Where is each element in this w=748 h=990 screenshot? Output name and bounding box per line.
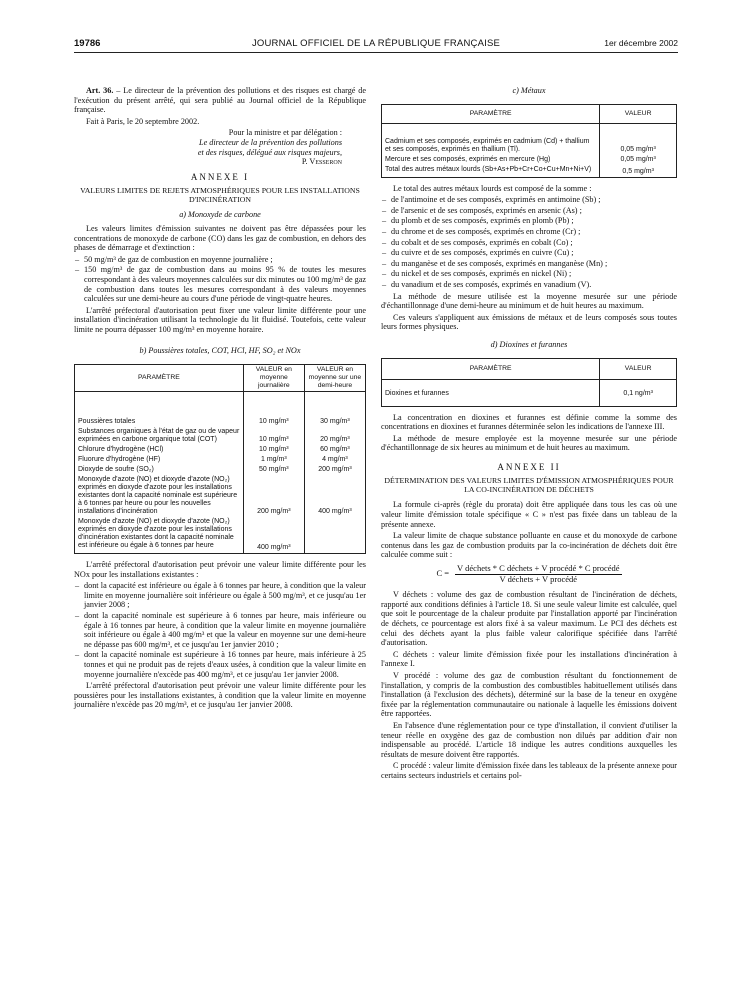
table-row: [382, 155, 677, 165]
cell-parameter: Poussières totales: [75, 392, 244, 428]
cell-half-hour: 30 mg/m³: [304, 392, 365, 428]
cell-daily: 200 mg/m³: [243, 475, 304, 517]
section-b-heading: b) Poussières totales, COT, HCl, HF, SO₂ et NOx: [139, 346, 301, 356]
cell-value: 0,05 mg/m³: [600, 123, 677, 155]
cell-half-hour: 200 mg/m³: [304, 465, 365, 475]
annex-1-heading: ANNEXE I: [190, 171, 250, 182]
col-header-value: VALEUR: [600, 358, 677, 379]
col-header-daily: VALEUR en moyenne journalière: [243, 365, 304, 392]
left-column: [74, 86, 366, 712]
table-row: [75, 465, 366, 475]
signature-name: P. Vesseron: [301, 157, 342, 167]
annex-2-paragraph-2: La valeur limite de chaque substance polluante en cause et du monoxyde de carbone contenus dans les gaz de combustion produits par la co-incinération de déchets doit être calculée comme suit :: [381, 531, 677, 560]
table-row: [75, 517, 366, 554]
definition-v-procede: V procédé : volume des gaz de combustion résultant du fonctionnement de l'installation, y compris de la combustion des combustibles habituellement utilisés dans l'installation (à l'exclusion des déchets), déterminé sur la base de la teneur en oxygène fixée par la réglementation communautaire ou nationale à laquelle les émissions doivent être rapportées.: [381, 670, 677, 719]
cell-parameter: Total des autres métaux lourds (Sb+As+Pb+Cr+Co+Cu+Mn+Ni+V): [382, 165, 600, 178]
table-dioxins: [381, 358, 677, 407]
section-a-list: [74, 255, 366, 304]
cell-half-hour: 400 mg/m³: [304, 475, 365, 517]
section-d-heading: d) Dioxines et furannes: [490, 339, 568, 349]
cell-daily: 10 mg/m³: [243, 392, 304, 428]
definition-c-procede: C procédé : valeur limite d'émission fixée dans les tableaux de la présente annexe pour certains secteurs industriels et certains pol-: [381, 761, 677, 780]
annex-2-paragraph-3: En l'absence d'une réglementation pour ce type d'installation, il convient d'utiliser la teneur réelle en oxygène des gaz de combustion non dilués par addition d'air non indispensable au procédé. L'article 18 indique les autres conditions auxquelles les résultats de mesure doivent être rapportés.: [381, 720, 677, 759]
signature-block: [74, 128, 366, 166]
table-header-row: [382, 104, 677, 123]
col-header-half-hour: VALEUR en moyenne sur une demi-heure: [304, 365, 365, 392]
cell-value: 0,1 ng/m³: [600, 379, 677, 406]
definition-v-dechets: V déchets : volume des gaz de combustion résultant de l'incinération de déchets, rapporté aux conditions définies à l'article 18. Si une seule valeur limite est calculée, quel que soit le pourcentage de la chaleur produite par l'installation apporté par l'incinération de déchets, ce pourcentage est alors fixé à sa valeur maximum. Le PCI des déchets est celui des déchets ayant la plus faible valeur calorifique spécifiée dans l'arrêté d'autorisation.: [381, 590, 677, 648]
signature-line-1: Pour la ministre et par délégation :: [228, 128, 342, 138]
cell-value: 0,05 mg/m³: [600, 155, 677, 165]
article-label: Art. 36.: [86, 86, 114, 95]
section-b-paragraph-2: L'arrêté préfectoral d'autorisation peut prévoir une valeur limite différente pour les poussières pour les installations existantes, à condition que la valeur limite en moyenne journalière n'excède pas 20 mg/m³, et ce jusqu'au 1er janvier 2008.: [74, 681, 366, 710]
cell-half-hour: 60 mg/m³: [304, 445, 365, 455]
cell-parameter: Monoxyde d'azote (NO) et dioxyde d'azote (NO₂) exprimés en dioxyde d'azote pour les installations existantes dont la capacité nominale est supérieure à 6 tonnes par heure ou pour les nouvelles installations d'incinération: [75, 475, 244, 517]
section-c-heading: c) Métaux: [512, 86, 546, 95]
col-header-parameter: PARAMÈTRE: [382, 358, 600, 379]
prorata-formula: [381, 564, 677, 584]
list-item: – du chrome et de ses composés, exprimés en chrome (Cr) ;: [381, 227, 677, 237]
table-row: [382, 165, 677, 178]
table-header-row: [382, 358, 677, 379]
col-header-parameter: PARAMÈTRE: [382, 104, 600, 123]
section-c-intro: Le total des autres métaux lourds est composé de la somme :: [393, 183, 592, 193]
table-row: [75, 455, 366, 465]
table-row: [75, 392, 366, 428]
list-item: – dont la capacité nominale est supérieure à 16 tonnes par heure, mais inférieure à 25 tonnes et qui ne produit pas de rejets d'eaux usées, à condition que la valeur limite en moyenne journalière n'excède pas 400 mg/m³, et ce jusqu'au 1er janvier 2008.: [74, 650, 366, 679]
list-item: – de l'antimoine et de ses composés, exprimés en antimoine (Sb) ;: [381, 195, 677, 205]
section-b-list: [74, 581, 366, 679]
cell-daily: 10 mg/m³: [243, 427, 304, 445]
section-a-paragraph: L'arrêté préfectoral d'autorisation peut fixer une valeur limite différente pour une installation d'incinération utilisant la technologie du lit fluidisé. Toutefois, cette valeur limite ne pourra dépasser 100 mg/m³ en moyenne horaire.: [74, 305, 366, 334]
section-d-paragraph-1: La concentration en dioxines et furannes est définie comme la somme des concentrations en dioxines et furannes déterminée selon les indications de l'annexe III.: [381, 412, 677, 432]
signature-line-3: et des risques, délégué aux risques majeurs,: [197, 147, 342, 157]
annex-2-heading: ANNEXE II: [497, 461, 561, 472]
journal-title: JOURNAL OFFICIEL DE LA RÉPUBLIQUE FRANÇAISE: [251, 38, 501, 49]
section-c-list: [381, 195, 677, 289]
place-date: Fait à Paris, le 20 septembre 2002.: [86, 116, 200, 126]
header-rule: [74, 52, 678, 53]
cell-value: 0,5 mg/m³: [600, 165, 677, 178]
article-text: – Le directeur de la prévention des pollutions et des risques est chargé de l'exécution du présent arrêté, qui sera publié au Journal officiel de la République française.: [74, 86, 367, 115]
list-item: – du vanadium et de ses composés, exprimés en vanadium (V).: [381, 280, 677, 290]
table-row: [382, 123, 677, 155]
section-b-paragraph-1: L'arrêté préfectoral d'autorisation peut prévoir une valeur limite différente pour les NOx pour les installations existantes :: [74, 560, 366, 579]
table-row: [75, 445, 366, 455]
list-item: – dont la capacité nominale est supérieure à 6 tonnes par heure, mais inférieure ou égale à 16 tonnes par heure, à condition que la valeur limite en moyenne journalière soit inférieure ou égale à 400 mg/m³ et que la valeur en moyenne sur une demi-heure ne dépasse pas 600 mg/m³, et ce jusqu'au 1er janvier 2010 ;: [74, 611, 366, 649]
formula-numerator: V déchets * C déchets + V procédé * C procédé: [457, 563, 620, 574]
section-a-intro: Les valeurs limites d'émission suivantes ne doivent pas être dépassées pour les concentrations de monoxyde de carbone (CO) dans les gaz de combustion, en dehors des phases de démarrage et d'extinction :: [74, 223, 366, 253]
col-header-value: VALEUR: [600, 104, 677, 123]
signature-line-2: Le directeur de la prévention des pollutions: [199, 137, 342, 147]
list-item: – dont la capacité est inférieure ou égale à 6 tonnes par heure, à condition que la valeur limite en moyenne journalière soit inférieure ou égale à 500 mg/m³, et ce jusqu'au 1er janvier 2008 ;: [74, 581, 366, 610]
cell-parameter: Mercure et ses composés, exprimés en mercure (Hg): [382, 155, 600, 165]
definition-c-dechets: C déchets : valeur limite d'émission fixée pour les installations d'incinération à l'annexe I.: [381, 649, 677, 669]
cell-parameter: Cadmium et ses composés, exprimés en cadmium (Cd) + thallium et ses composés, exprimés en thallium (Tl).: [382, 123, 600, 155]
cell-parameter: Substances organiques à l'état de gaz ou de vapeur exprimées en carbone organique total (COT): [75, 427, 244, 445]
cell-parameter: Dioxyde de soufre (SO₂): [75, 465, 244, 475]
cell-daily: 400 mg/m³: [243, 517, 304, 554]
page-number: 19786: [74, 38, 101, 49]
formula-lhs: C =: [436, 568, 450, 579]
cell-daily: 1 mg/m³: [243, 455, 304, 465]
list-item: – 50 mg/m³ de gaz de combustion en moyenne journalière ;: [74, 255, 366, 265]
section-d-paragraph-2: La méthode de mesure employée est la moyenne mesurée sur une période d'échantillonnage de six heures au minimum et de huit heures au maximum.: [381, 433, 677, 453]
cell-parameter: Monoxyde d'azote (NO) et dioxyde d'azote (NO₂) exprimés en dioxyde d'azote pour les installations d'incinération existantes dont la capacité nominale est inférieure ou égale à 6 tonnes par heure: [75, 517, 244, 554]
formula-denominator: V déchets + V procédé: [499, 573, 578, 584]
page-header: [74, 38, 678, 52]
list-item: – du plomb et de ses composés, exprimés en plomb (Pb) ;: [381, 216, 677, 226]
article-36: [74, 86, 366, 115]
cell-parameter: Dioxines et furannes: [382, 379, 600, 406]
annex-2-title: DÉTERMINATION DES VALEURS LIMITES D'ÉMISSION ATMOSPHÉRIQUES POUR LA CO-INCINÉRATION DE DÉCHETS: [384, 476, 674, 495]
table-row: [382, 379, 677, 406]
col-header-parameter: PARAMÈTRE: [75, 365, 244, 392]
cell-half-hour: 4 mg/m³: [304, 455, 365, 465]
annex-2-paragraph-1: La formule ci-après (règle du prorata) doit être appliquée dans tous les cas où une valeur limite d'émission totale spécifique « C » n'est pas fixée dans un tableau de la présente annexe.: [381, 500, 677, 529]
table-header-row: [75, 365, 366, 392]
annex-1-title: VALEURS LIMITES DE REJETS ATMOSPHÉRIQUES POUR LES INSTALLATIONS D'INCINÉRATION: [80, 186, 360, 205]
formula-fraction: [455, 564, 621, 584]
section-a-heading: a) Monoxyde de carbone: [179, 210, 261, 220]
list-item: – du cobalt et de ses composés, exprimés en cobalt (Co) ;: [381, 238, 677, 248]
table-row: [75, 475, 366, 517]
list-item: – de l'arsenic et de ses composés, exprimés en arsenic (As) ;: [381, 206, 677, 216]
list-item: – du manganèse et de ses composés, exprimés en manganèse (Mn) ;: [381, 259, 677, 269]
cell-daily: 10 mg/m³: [243, 445, 304, 455]
list-item: – du cuivre et de ses composés, exprimés en cuivre (Cu) ;: [381, 248, 677, 258]
cell-parameter: Chlorure d'hydrogène (HCl): [75, 445, 244, 455]
right-column: [381, 86, 677, 783]
section-c-paragraph-1: La méthode de mesure utilisée est la moyenne mesurée sur une période d'échantillonnage d'une demi-heure au minimum et de huit heures au maximum.: [381, 291, 677, 311]
cell-parameter: Fluorure d'hydrogène (HF): [75, 455, 244, 465]
table-metals: [381, 104, 677, 178]
cell-half-hour: 20 mg/m³: [304, 427, 365, 445]
issue-date: 1er décembre 2002: [604, 38, 678, 48]
list-item: – du nickel et de ses composés, exprimés en nickel (Ni) ;: [381, 269, 677, 279]
table-row: [75, 427, 366, 445]
cell-daily: 50 mg/m³: [243, 465, 304, 475]
table-dust-gases: [74, 364, 366, 554]
cell-half-hour: [304, 517, 365, 554]
section-c-paragraph-2: Ces valeurs s'appliquent aux émissions de métaux et de leurs composés sous toutes leurs formes physiques.: [381, 312, 677, 332]
list-item: – 150 mg/m³ de gaz de combustion dans au moins 95 % de toutes les mesures correspondant à des valeurs moyennes calculées sur dix minutes ou 100 mg/m³ de gaz de combustion dans toutes les mesures correspondant à des valeurs moyennes calculées sur une demi-heure au cours d'une période de vingt-quatre heures.: [74, 265, 366, 303]
